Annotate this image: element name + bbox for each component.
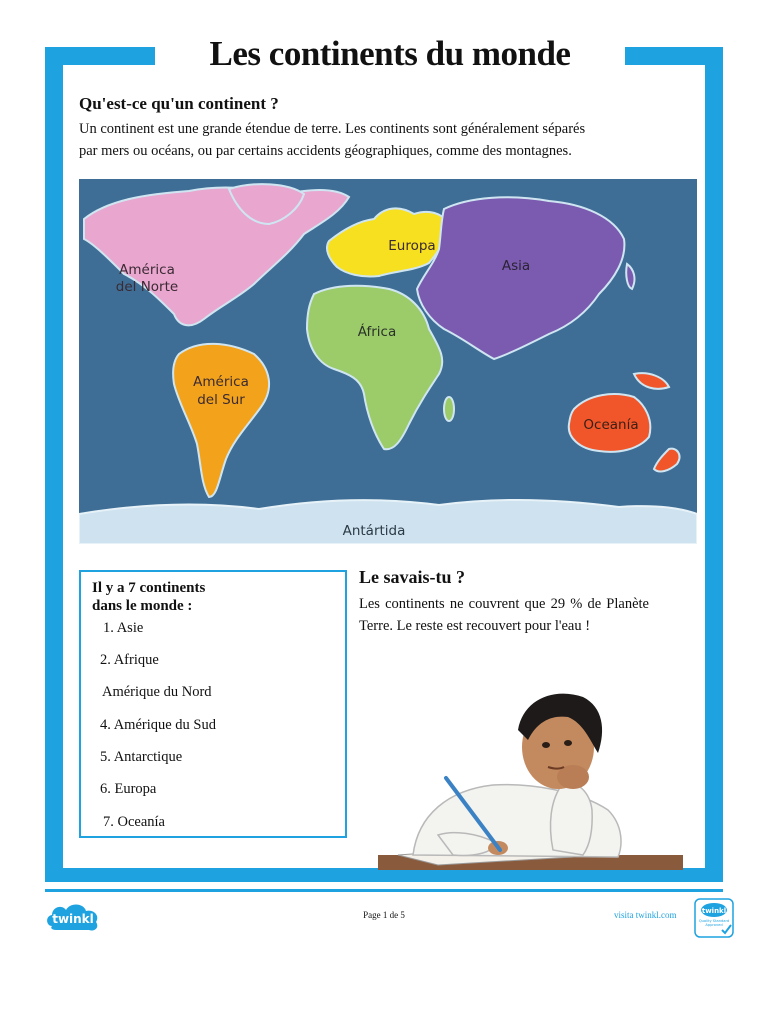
page-title: Les continents du monde bbox=[209, 34, 571, 73]
label-north-america-1: América bbox=[119, 262, 175, 278]
intro-line-1: Un continent est une grande étendue de terre. Les continents sont généralement séparés bbox=[79, 121, 586, 137]
visit-link[interactable]: visita twinkl.com bbox=[614, 910, 677, 920]
label-africa: África bbox=[357, 324, 397, 340]
madagascar bbox=[444, 397, 454, 421]
list-item: 6. Europa bbox=[100, 781, 157, 797]
page-number: Page 1 de 5 bbox=[363, 910, 405, 920]
list-item: 7. Oceanía bbox=[103, 814, 165, 830]
label-europe: Europa bbox=[388, 238, 436, 254]
list-item: 1. Asie bbox=[103, 620, 144, 636]
frame-left bbox=[45, 47, 63, 882]
list-item: 2. Afrique bbox=[100, 652, 159, 668]
did-you-know-heading: Le savais-tu ? bbox=[359, 567, 466, 587]
world-map-svg bbox=[79, 179, 697, 544]
thinking-boy-svg bbox=[378, 685, 683, 870]
intro-text bbox=[79, 118, 699, 162]
world-map bbox=[79, 179, 697, 544]
thinking-boy-illustration bbox=[378, 685, 683, 870]
did-you-know-text: Les continents ne couvrent que 29 % de Planète Terre. Le reste est recouvert pour l'eau ! bbox=[359, 596, 649, 634]
eye-left bbox=[542, 742, 550, 748]
quality-badge-text: Quality Standard Approved bbox=[698, 919, 730, 928]
footer-divider bbox=[45, 889, 723, 892]
list-item: Amérique du Nord bbox=[102, 684, 212, 700]
quality-badge-icon bbox=[694, 898, 734, 938]
list-item: 5. Antarctique bbox=[100, 749, 183, 765]
quality-badge bbox=[694, 898, 734, 938]
frame-right bbox=[705, 47, 723, 882]
label-antarctica: Antártida bbox=[342, 523, 406, 539]
continents-list-title-line-2: dans le monde : bbox=[92, 598, 193, 614]
quality-badge-brand: twinkl bbox=[701, 907, 727, 915]
twinkl-logo-text: twinkl bbox=[52, 912, 94, 926]
label-oceania: Oceanía bbox=[583, 417, 639, 433]
label-south-america-1: América bbox=[193, 374, 249, 390]
continents-list-title bbox=[92, 579, 292, 615]
label-asia: Asia bbox=[501, 258, 531, 274]
label-south-america-2: del Sur bbox=[197, 392, 245, 408]
continents-list-title-line-1: Il y a 7 continents bbox=[92, 580, 206, 596]
frame-bottom bbox=[45, 868, 723, 882]
intro-line-2: par mers ou océans, ou par certains accidents géographiques, comme des montagnes. bbox=[79, 143, 572, 159]
label-north-america-2: del Norte bbox=[115, 279, 179, 295]
list-item: 4. Amérique du Sud bbox=[100, 717, 216, 733]
eye-right bbox=[564, 740, 572, 746]
section-heading-question: Qu'est-ce qu'un continent ? bbox=[79, 94, 279, 113]
arm-chin bbox=[550, 783, 592, 855]
